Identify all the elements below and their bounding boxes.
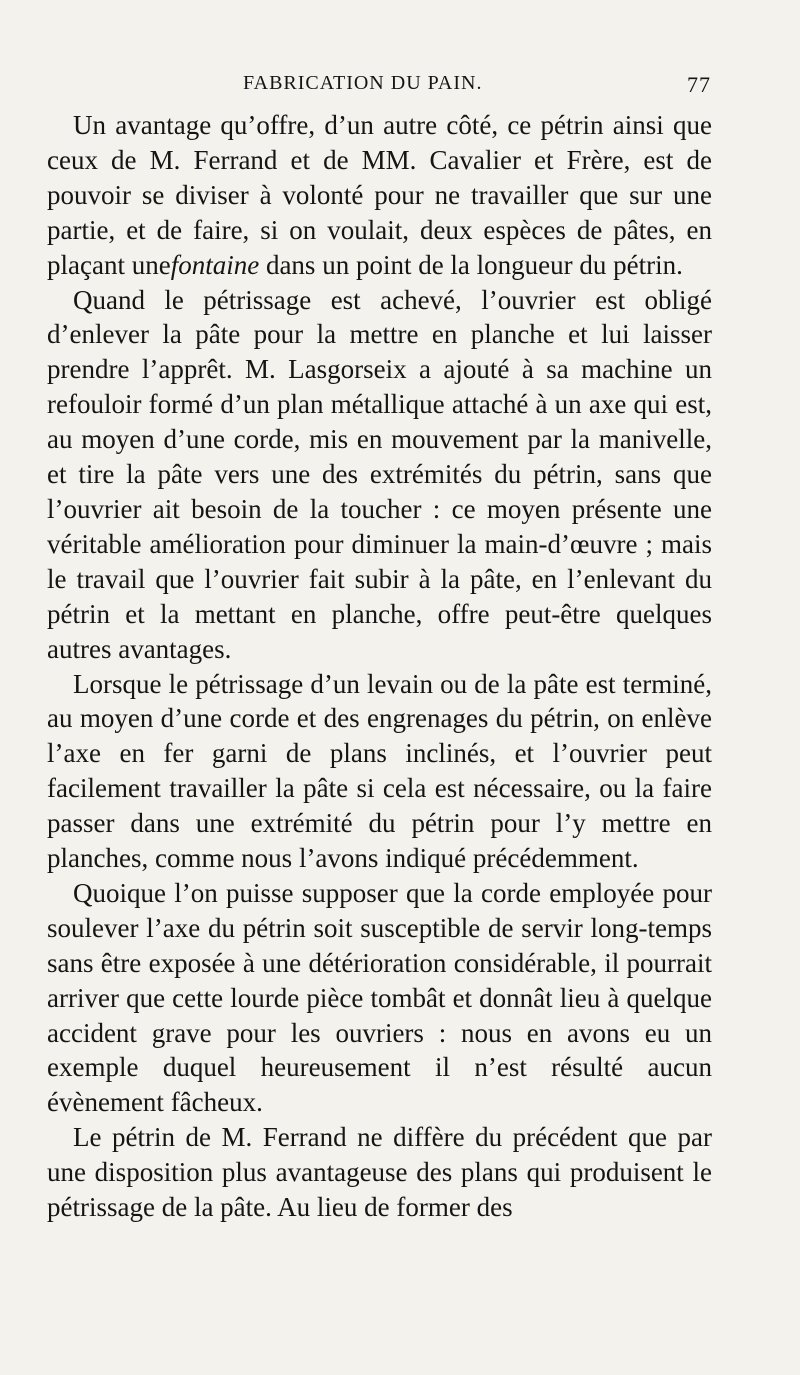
paragraph-1-end: dans un point de la longueur du pétrin. bbox=[265, 249, 683, 280]
paragraph-5: Le pétrin de M. Ferrand ne diffère du précédent que par une disposition plus avantageuse des plans qui produisent le pétrissage de la pâte. Au lieu de former des bbox=[47, 1122, 712, 1223]
paragraph-3: Lorsque le pétrissage d’un levain ou de la pâte est terminé, au moyen d’une corde et des engrenages du pétrin, on enlève l’axe en fer garni de plans inclinés, et l’ouvrier peut facilement travailler la pâte si cela est nécessaire, ou la faire passer dans une extrémité du pétrin pour l’y mettre en planches, comme nous l’avons indiqué précédemment. bbox=[47, 668, 712, 874]
paragraph-2: Quand le pétrissage est achevé, l’ouvrier est obligé d’enlever la pâte pour la mettre en planche et lui laisser prendre l’apprêt. M. Lasgorseix a ajouté à sa machine un refouloir formé d’un plan métallique attaché à un axe qui est, au moyen d’une corde, mis en mouvement par la manivelle, et tire la pâte vers une des extrémités du pétrin, sans que l’ouvrier ait besoin de la toucher : ce moyen présente une véritable amélioration pour diminuer la main-d’œuvre ; mais le travail que l’ouvrier fait subir à la pâte, en l’enlevant du pétrin et la mettant en planche, offre peut-être quelques autres avantages. bbox=[47, 284, 712, 664]
paragraph-1 bbox=[47, 108, 712, 283]
italic-term-fontaine: fontaine bbox=[170, 249, 260, 280]
running-header bbox=[47, 72, 711, 108]
page-number: 77 bbox=[687, 72, 711, 97]
running-title: FABRICATION DU PAIN. bbox=[243, 72, 483, 94]
paragraph-4: Quoique l’on puisse supposer que la corde employée pour soulever l’axe du pétrin soit susceptible de servir long-temps sans être exposée à une détérioration considérable, il pourrait arriver que cette lourde pièce tombât et donnât lieu à quelque accident grave pour les ouvriers : nous en avons eu un exemple duquel heureusement il n’est résulté aucun évènement fâcheux. bbox=[47, 877, 712, 1118]
paragraph-1-text: Un avantage qu’offre, d’un autre côté, ce pétrin ainsi que ceux de M. Ferrand et de MM. Cavalier et Frère, est de pouvoir se diviser à volonté pour ne travailler que sur une partie, et de faire, si on voulait, deux espèces de pâtes, en plaçant une bbox=[47, 110, 712, 280]
body-text bbox=[47, 108, 712, 1225]
